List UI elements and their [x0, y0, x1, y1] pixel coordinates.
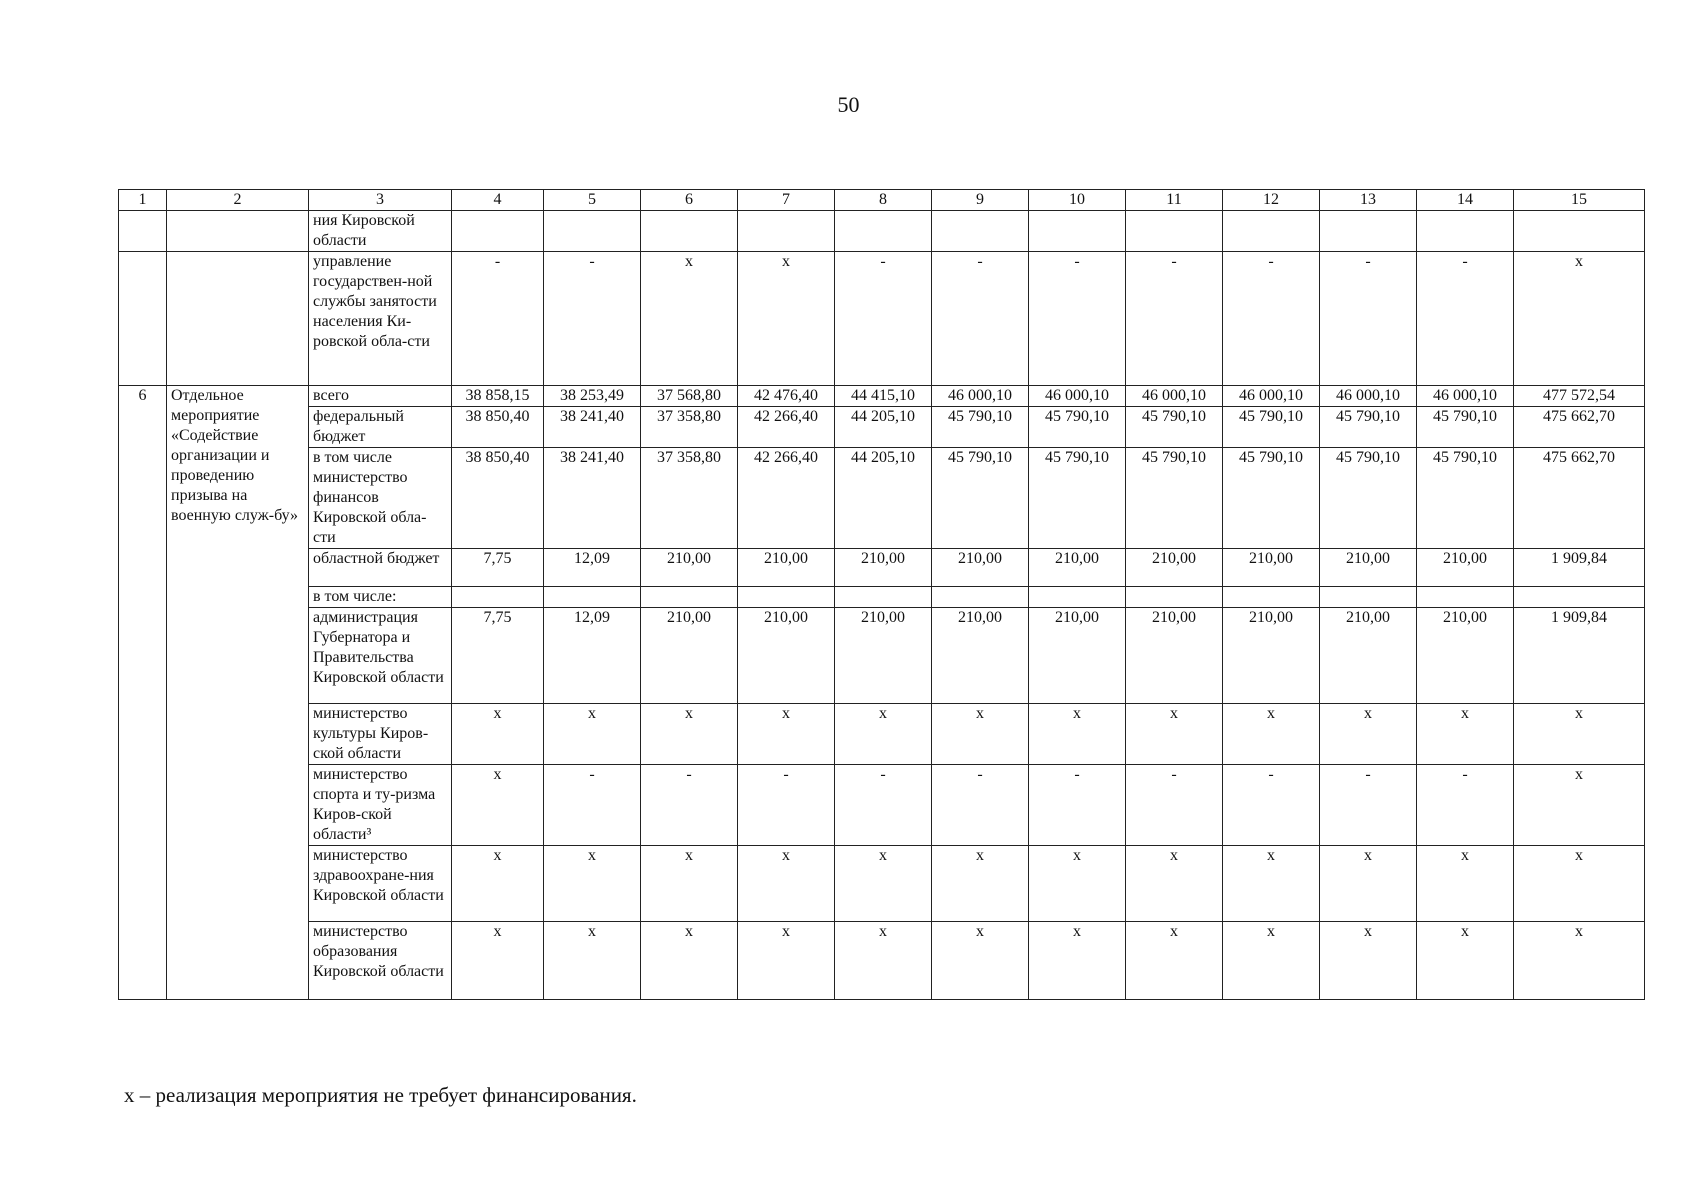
- value-cell: x: [641, 846, 738, 922]
- value-cell: -: [1029, 252, 1126, 386]
- header-cell: 13: [1320, 190, 1417, 211]
- value-cell: x: [641, 704, 738, 765]
- value-cell: x: [932, 922, 1029, 1000]
- value-cell: x: [1514, 846, 1645, 922]
- table-row: [119, 448, 1645, 549]
- value-cell: x: [1126, 704, 1223, 765]
- value-cell: x: [1320, 704, 1417, 765]
- value-cell: x: [1223, 704, 1320, 765]
- value-cell: [932, 211, 1029, 252]
- table-row: [119, 704, 1645, 765]
- value-cell: [1029, 211, 1126, 252]
- header-cell: 15: [1514, 190, 1645, 211]
- table-body: [119, 190, 1645, 1000]
- value-cell: -: [1417, 252, 1514, 386]
- item-number-cell: [119, 211, 167, 252]
- value-cell: x: [452, 704, 544, 765]
- header-cell: 4: [452, 190, 544, 211]
- value-cell: [452, 211, 544, 252]
- value-cell: 210,00: [738, 549, 835, 587]
- table-row: [119, 587, 1645, 608]
- value-cell: 210,00: [1223, 549, 1320, 587]
- value-cell: 38 850,40: [452, 448, 544, 549]
- funding-source-cell: министерство здравоохране-ния Кировской области: [309, 846, 452, 922]
- value-cell: [1126, 211, 1223, 252]
- value-cell: x: [1514, 922, 1645, 1000]
- value-cell: 210,00: [932, 608, 1029, 704]
- funding-source-cell: всего: [309, 386, 452, 407]
- funding-source-cell: ния Кировской области: [309, 211, 452, 252]
- table-row: [119, 846, 1645, 922]
- value-cell: [835, 211, 932, 252]
- value-cell: x: [835, 704, 932, 765]
- value-cell: x: [452, 765, 544, 846]
- value-cell: 210,00: [641, 608, 738, 704]
- value-cell: -: [1029, 765, 1126, 846]
- table-row: [119, 765, 1645, 846]
- value-cell: x: [1320, 922, 1417, 1000]
- value-cell: x: [1514, 704, 1645, 765]
- funding-source-cell: федеральный бюджет: [309, 407, 452, 448]
- value-cell: 210,00: [1417, 549, 1514, 587]
- value-cell: -: [544, 765, 641, 846]
- value-cell: -: [641, 765, 738, 846]
- value-cell: 210,00: [835, 608, 932, 704]
- value-cell: 45 790,10: [1223, 407, 1320, 448]
- value-cell: 7,75: [452, 549, 544, 587]
- value-cell: 45 790,10: [1417, 448, 1514, 549]
- table-row: [119, 407, 1645, 448]
- value-cell: 210,00: [1126, 549, 1223, 587]
- header-cell: 8: [835, 190, 932, 211]
- value-cell: [738, 211, 835, 252]
- header-cell: 7: [738, 190, 835, 211]
- value-cell: x: [1514, 765, 1645, 846]
- value-cell: 477 572,54: [1514, 386, 1645, 407]
- value-cell: 210,00: [835, 549, 932, 587]
- header-cell: 9: [932, 190, 1029, 211]
- value-cell: x: [641, 922, 738, 1000]
- value-cell: x: [544, 704, 641, 765]
- value-cell: 42 476,40: [738, 386, 835, 407]
- value-cell: x: [1223, 846, 1320, 922]
- header-row: [119, 190, 1645, 211]
- value-cell: x: [932, 846, 1029, 922]
- value-cell: x: [1126, 922, 1223, 1000]
- value-cell: 45 790,10: [1029, 448, 1126, 549]
- value-cell: -: [835, 252, 932, 386]
- value-cell: 44 205,10: [835, 407, 932, 448]
- value-cell: x: [835, 846, 932, 922]
- value-cell: [641, 211, 738, 252]
- value-cell: x: [738, 704, 835, 765]
- value-cell: x: [544, 922, 641, 1000]
- value-cell: -: [452, 252, 544, 386]
- value-cell: x: [738, 846, 835, 922]
- value-cell: x: [1126, 846, 1223, 922]
- item-number-cell: [119, 252, 167, 386]
- value-cell: [1417, 211, 1514, 252]
- value-cell: 210,00: [1320, 608, 1417, 704]
- page-number: 50: [837, 92, 860, 117]
- header-cell: 5: [544, 190, 641, 211]
- value-cell: x: [835, 922, 932, 1000]
- table-row: [119, 608, 1645, 704]
- value-cell: 210,00: [1223, 608, 1320, 704]
- value-cell: 45 790,10: [1223, 448, 1320, 549]
- value-cell: 45 790,10: [1417, 407, 1514, 448]
- value-cell: [1514, 211, 1645, 252]
- value-cell: 45 790,10: [1320, 407, 1417, 448]
- value-cell: [932, 587, 1029, 608]
- value-cell: 38 858,15: [452, 386, 544, 407]
- funding-source-cell: министерство культуры Киров-ской области: [309, 704, 452, 765]
- funding-source-cell: управление государствен-ной службы занятости населения Ки-ровской обла-сти: [309, 252, 452, 386]
- value-cell: 210,00: [1320, 549, 1417, 587]
- value-cell: 46 000,10: [1320, 386, 1417, 407]
- value-cell: [544, 587, 641, 608]
- value-cell: 38 253,49: [544, 386, 641, 407]
- table-row: [119, 252, 1645, 386]
- value-cell: 46 000,10: [1223, 386, 1320, 407]
- value-cell: [1320, 211, 1417, 252]
- funding-source-cell: администрация Губернатора и Правительства Кировской области: [309, 608, 452, 704]
- value-cell: x: [452, 922, 544, 1000]
- value-cell: [1320, 587, 1417, 608]
- value-cell: x: [1417, 846, 1514, 922]
- value-cell: -: [1320, 252, 1417, 386]
- value-cell: 475 662,70: [1514, 407, 1645, 448]
- funding-source-cell: министерство спорта и ту-ризма Киров-ской области³: [309, 765, 452, 846]
- value-cell: 44 415,10: [835, 386, 932, 407]
- item-name-cell: [167, 252, 309, 386]
- funding-source-cell: областной бюджет: [309, 549, 452, 587]
- value-cell: -: [1223, 765, 1320, 846]
- value-cell: 38 850,40: [452, 407, 544, 448]
- value-cell: x: [544, 846, 641, 922]
- table-row: [119, 386, 1645, 407]
- funding-source-cell: в том числе министерство финансов Кировской обла-сти: [309, 448, 452, 549]
- value-cell: 210,00: [1126, 608, 1223, 704]
- value-cell: x: [1029, 846, 1126, 922]
- value-cell: 210,00: [738, 608, 835, 704]
- value-cell: 210,00: [1029, 608, 1126, 704]
- value-cell: -: [932, 765, 1029, 846]
- value-cell: -: [1126, 765, 1223, 846]
- value-cell: 42 266,40: [738, 407, 835, 448]
- value-cell: [1223, 211, 1320, 252]
- funding-source-cell: в том числе:: [309, 587, 452, 608]
- value-cell: -: [1320, 765, 1417, 846]
- header-cell: 2: [167, 190, 309, 211]
- value-cell: 7,75: [452, 608, 544, 704]
- value-cell: [452, 587, 544, 608]
- value-cell: [641, 587, 738, 608]
- header-cell: 11: [1126, 190, 1223, 211]
- value-cell: 45 790,10: [932, 448, 1029, 549]
- item-name-cell: Отдельное мероприятие «Содействие организации и проведению призыва на военную служ-бу»: [167, 386, 309, 1000]
- value-cell: -: [1223, 252, 1320, 386]
- header-cell: 1: [119, 190, 167, 211]
- value-cell: x: [738, 252, 835, 386]
- footnote: х – реализация мероприятия не требует финансирования.: [124, 1083, 637, 1107]
- value-cell: 210,00: [1417, 608, 1514, 704]
- value-cell: 46 000,10: [1029, 386, 1126, 407]
- budget-table: [118, 189, 1645, 1000]
- value-cell: 210,00: [641, 549, 738, 587]
- header-cell: 14: [1417, 190, 1514, 211]
- value-cell: x: [452, 846, 544, 922]
- value-cell: 44 205,10: [835, 448, 932, 549]
- header-cell: 6: [641, 190, 738, 211]
- value-cell: x: [1417, 922, 1514, 1000]
- value-cell: [1126, 587, 1223, 608]
- value-cell: 37 568,80: [641, 386, 738, 407]
- value-cell: 475 662,70: [1514, 448, 1645, 549]
- value-cell: -: [932, 252, 1029, 386]
- value-cell: x: [1514, 252, 1645, 386]
- value-cell: -: [544, 252, 641, 386]
- item-number-cell: 6: [119, 386, 167, 1000]
- value-cell: 38 241,40: [544, 407, 641, 448]
- value-cell: -: [1417, 765, 1514, 846]
- value-cell: 42 266,40: [738, 448, 835, 549]
- value-cell: -: [738, 765, 835, 846]
- value-cell: -: [1126, 252, 1223, 386]
- value-cell: 46 000,10: [1417, 386, 1514, 407]
- value-cell: [1029, 587, 1126, 608]
- value-cell: 210,00: [932, 549, 1029, 587]
- value-cell: 46 000,10: [1126, 386, 1223, 407]
- value-cell: x: [738, 922, 835, 1000]
- value-cell: 1 909,84: [1514, 549, 1645, 587]
- value-cell: [835, 587, 932, 608]
- value-cell: [1514, 587, 1645, 608]
- value-cell: 45 790,10: [1320, 448, 1417, 549]
- value-cell: 38 241,40: [544, 448, 641, 549]
- item-name-cell: [167, 211, 309, 252]
- table-row: [119, 922, 1645, 1000]
- value-cell: [1223, 587, 1320, 608]
- value-cell: 45 790,10: [1029, 407, 1126, 448]
- value-cell: x: [932, 704, 1029, 765]
- value-cell: x: [1029, 922, 1126, 1000]
- table-row: [119, 549, 1645, 587]
- value-cell: x: [1223, 922, 1320, 1000]
- header-cell: 3: [309, 190, 452, 211]
- value-cell: x: [1029, 704, 1126, 765]
- value-cell: -: [835, 765, 932, 846]
- value-cell: 45 790,10: [1126, 407, 1223, 448]
- value-cell: 37 358,80: [641, 448, 738, 549]
- value-cell: x: [641, 252, 738, 386]
- value-cell: x: [1320, 846, 1417, 922]
- value-cell: 1 909,84: [1514, 608, 1645, 704]
- header-cell: 10: [1029, 190, 1126, 211]
- value-cell: 12,09: [544, 608, 641, 704]
- value-cell: x: [1417, 704, 1514, 765]
- value-cell: 45 790,10: [1126, 448, 1223, 549]
- value-cell: 37 358,80: [641, 407, 738, 448]
- value-cell: [738, 587, 835, 608]
- table-row: [119, 211, 1645, 252]
- value-cell: 210,00: [1029, 549, 1126, 587]
- header-cell: 12: [1223, 190, 1320, 211]
- value-cell: 12,09: [544, 549, 641, 587]
- value-cell: [544, 211, 641, 252]
- value-cell: 45 790,10: [932, 407, 1029, 448]
- value-cell: 46 000,10: [932, 386, 1029, 407]
- value-cell: [1417, 587, 1514, 608]
- funding-source-cell: министерство образования Кировской области: [309, 922, 452, 1000]
